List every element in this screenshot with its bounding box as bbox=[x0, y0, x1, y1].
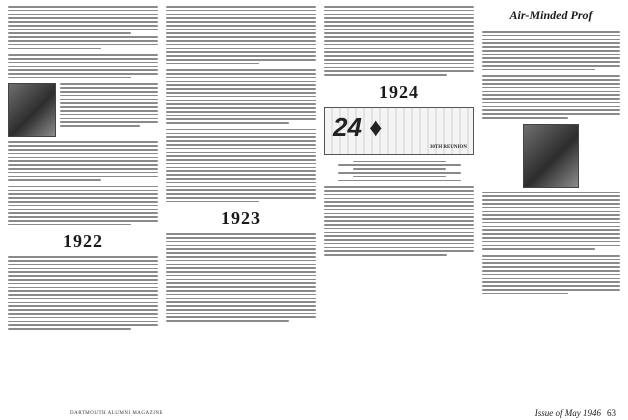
text-block bbox=[324, 186, 474, 256]
page-number: 63 bbox=[607, 408, 616, 418]
class-year-heading: 1922 bbox=[63, 231, 103, 252]
text-block bbox=[166, 69, 316, 124]
page-footer bbox=[535, 408, 616, 418]
text-block bbox=[482, 75, 620, 118]
text-block bbox=[482, 255, 620, 294]
text-block bbox=[8, 186, 158, 225]
class-year-heading: 1923 bbox=[221, 208, 261, 229]
text-block bbox=[324, 6, 474, 76]
column-3 bbox=[324, 6, 474, 261]
text-block bbox=[166, 6, 316, 64]
text-block bbox=[8, 6, 158, 49]
issue-label: Issue of May 1946 bbox=[534, 408, 601, 418]
text-block bbox=[166, 129, 316, 202]
magazine-name: DARTMOUTH ALUMNI MAGAZINE bbox=[70, 411, 164, 416]
banner-sublettering: 30TH REUNION bbox=[429, 144, 467, 150]
text-block bbox=[8, 141, 158, 180]
text-block bbox=[482, 192, 620, 250]
column-1 bbox=[8, 6, 158, 335]
portrait-photo bbox=[523, 124, 579, 188]
section-title: Air-Minded Prof bbox=[509, 8, 593, 22]
text-block bbox=[8, 256, 158, 329]
text-block bbox=[60, 83, 158, 126]
text-block bbox=[166, 233, 316, 322]
text-block bbox=[8, 54, 158, 78]
class-year-heading: 1924 bbox=[379, 81, 419, 102]
column-2 bbox=[166, 6, 316, 327]
reunion-banner-image bbox=[324, 107, 474, 155]
text-block bbox=[324, 161, 474, 182]
column-4 bbox=[482, 6, 620, 299]
text-block bbox=[482, 31, 620, 70]
portrait-photo bbox=[8, 83, 56, 137]
banner-lettering: 24 ♦ bbox=[333, 111, 383, 142]
